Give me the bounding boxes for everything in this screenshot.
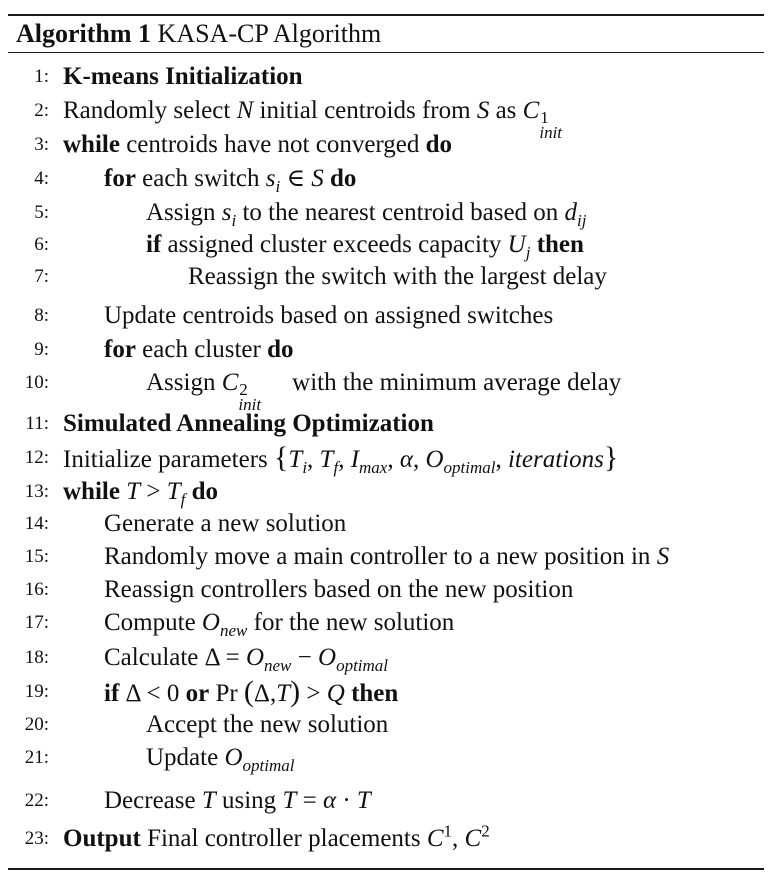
var-t: T (126, 478, 141, 505)
line-number: 6: (34, 234, 49, 255)
keyword-for: for (104, 336, 136, 363)
var-t: T (319, 446, 334, 473)
var-t: T (356, 787, 371, 814)
element-of: ∈ (286, 165, 305, 192)
var-alpha: α (322, 787, 337, 814)
text: assigned cluster exceeds capacity (167, 231, 502, 258)
keyword-if: if (146, 231, 162, 258)
text: Update centroids based on assigned switches (104, 302, 554, 329)
text: initial centroids from (259, 97, 471, 124)
subscript: max (359, 457, 388, 477)
line-number: 10: (24, 372, 49, 393)
header-rule (8, 52, 764, 53)
line-number: 9: (34, 339, 49, 360)
var-t: T (282, 787, 297, 814)
subscript: f (333, 457, 339, 477)
var-o: O (201, 609, 220, 636)
text: Final controller placements (147, 825, 421, 852)
keyword-do: do (425, 131, 453, 158)
line-number: 11: (25, 413, 49, 434)
line-number: 21: (24, 747, 49, 768)
line-number: 20: (24, 714, 49, 735)
subscript: f (180, 489, 186, 509)
text: Randomly select (63, 97, 231, 124)
minus: − (297, 644, 312, 671)
section-heading: Simulated Annealing Optimization (63, 410, 434, 437)
var-s: s (221, 199, 232, 226)
keyword-while: while (63, 131, 120, 158)
subscript: optimal (443, 457, 496, 477)
var-c: C (522, 97, 540, 124)
keyword-output: Output (63, 825, 141, 852)
greater-than: > (306, 680, 321, 707)
superscript: 2 (239, 379, 248, 399)
line-number: 23: (24, 828, 49, 849)
text: each cluster (142, 336, 261, 363)
text: Initialize parameters (63, 446, 268, 473)
line-number: 5: (34, 202, 49, 223)
subscript: ij (577, 210, 587, 230)
line-number: 2: (34, 100, 49, 121)
text: for the new solution (253, 609, 455, 636)
text: Randomly move a main controller to a new position in (104, 543, 651, 570)
var-c: C (426, 825, 444, 852)
line-number: 19: (24, 681, 49, 702)
var-o: O (318, 644, 337, 671)
close-brace: } (603, 441, 619, 474)
var-o: O (245, 644, 265, 671)
var-c: C (464, 825, 482, 852)
line-number: 14: (24, 513, 49, 534)
text: as (495, 97, 517, 124)
bottom-rule (8, 868, 764, 870)
line-number: 17: (24, 612, 49, 633)
keyword-then: then (351, 680, 399, 707)
text: Assign (146, 199, 216, 226)
var-u: U (507, 231, 526, 258)
open-brace: { (274, 441, 289, 474)
superscript: 2 (481, 821, 490, 841)
text: to the nearest centroid based on (242, 199, 559, 226)
var-s-set: S (311, 165, 324, 192)
subscript: init (539, 123, 563, 143)
subscript: optimal (242, 755, 295, 775)
text: Generate a new solution (104, 510, 347, 537)
keyword-then: then (536, 231, 584, 258)
line-number: 1: (34, 66, 49, 87)
text: centroids have not converged (126, 131, 420, 158)
algorithm-caption (16, 17, 381, 51)
probability: Pr (215, 680, 238, 707)
var-alpha: α (399, 446, 413, 473)
keyword-do: do (267, 336, 294, 363)
section-heading: K-means Initialization (63, 63, 303, 90)
keyword-do: do (329, 165, 357, 192)
line-number: 13: (24, 481, 49, 502)
var-n: N (236, 97, 254, 124)
var-i: I (350, 446, 360, 473)
line-number: 15: (24, 546, 49, 567)
text: Calculate Δ = (104, 644, 240, 671)
text: Update (146, 744, 219, 771)
dot: · (342, 787, 351, 814)
keyword-or: or (185, 680, 210, 707)
keyword-while: while (63, 478, 120, 505)
var-t: T (288, 446, 303, 473)
subscript: init (238, 395, 262, 415)
subscript: new (264, 655, 292, 675)
keyword-do: do (191, 478, 219, 505)
superscript: 1 (540, 107, 549, 127)
var-t: T (201, 787, 216, 814)
subscript: i (302, 457, 308, 477)
text: Reassign the switch with the largest delay (188, 263, 607, 290)
subscript: optimal (336, 655, 389, 675)
text: Decrease (104, 787, 196, 814)
algorithm-title: KASA-CP Algorithm (157, 19, 382, 48)
args: Δ, (253, 680, 277, 707)
keyword-for: for (104, 165, 136, 192)
var-c: C (221, 369, 239, 396)
line-number: 18: (24, 647, 49, 668)
algorithm-label: Algorithm 1 (16, 19, 152, 48)
var-iterations: iterations (507, 446, 604, 473)
line-number: 8: (34, 305, 49, 326)
line-number: 22: (24, 790, 49, 811)
subscript: i (231, 210, 237, 230)
var-t: T (276, 680, 291, 707)
text: Reassign controllers based on the new position (104, 576, 574, 603)
text: with the minimum average delay (292, 369, 622, 396)
greater-than: > (146, 478, 161, 505)
line-number: 7: (34, 266, 49, 287)
var-s: S (656, 543, 670, 570)
var-o: O (425, 446, 444, 473)
line-number: 12: (24, 447, 49, 468)
var-d: d (564, 199, 578, 226)
superscript: 1 (443, 821, 453, 841)
var-o: O (224, 744, 243, 771)
equals: = (302, 787, 317, 814)
line-number: 3: (34, 134, 49, 155)
text: Compute (104, 609, 196, 636)
var-s: s (265, 165, 276, 192)
keyword-if: if (104, 680, 120, 707)
text: each switch (142, 165, 260, 192)
text: Accept the new solution (146, 711, 389, 738)
subscript: new (219, 620, 248, 640)
line-number: 4: (34, 168, 49, 189)
condition: Δ < 0 (125, 680, 180, 707)
text: Assign (146, 369, 216, 396)
var-t: T (166, 478, 181, 505)
top-rule (8, 14, 764, 16)
subscript: i (275, 176, 281, 196)
var-q: Q (326, 680, 345, 707)
text: using (222, 787, 277, 814)
var-s: S (476, 97, 490, 124)
subscript: j (525, 242, 531, 262)
line-number: 16: (24, 579, 49, 600)
